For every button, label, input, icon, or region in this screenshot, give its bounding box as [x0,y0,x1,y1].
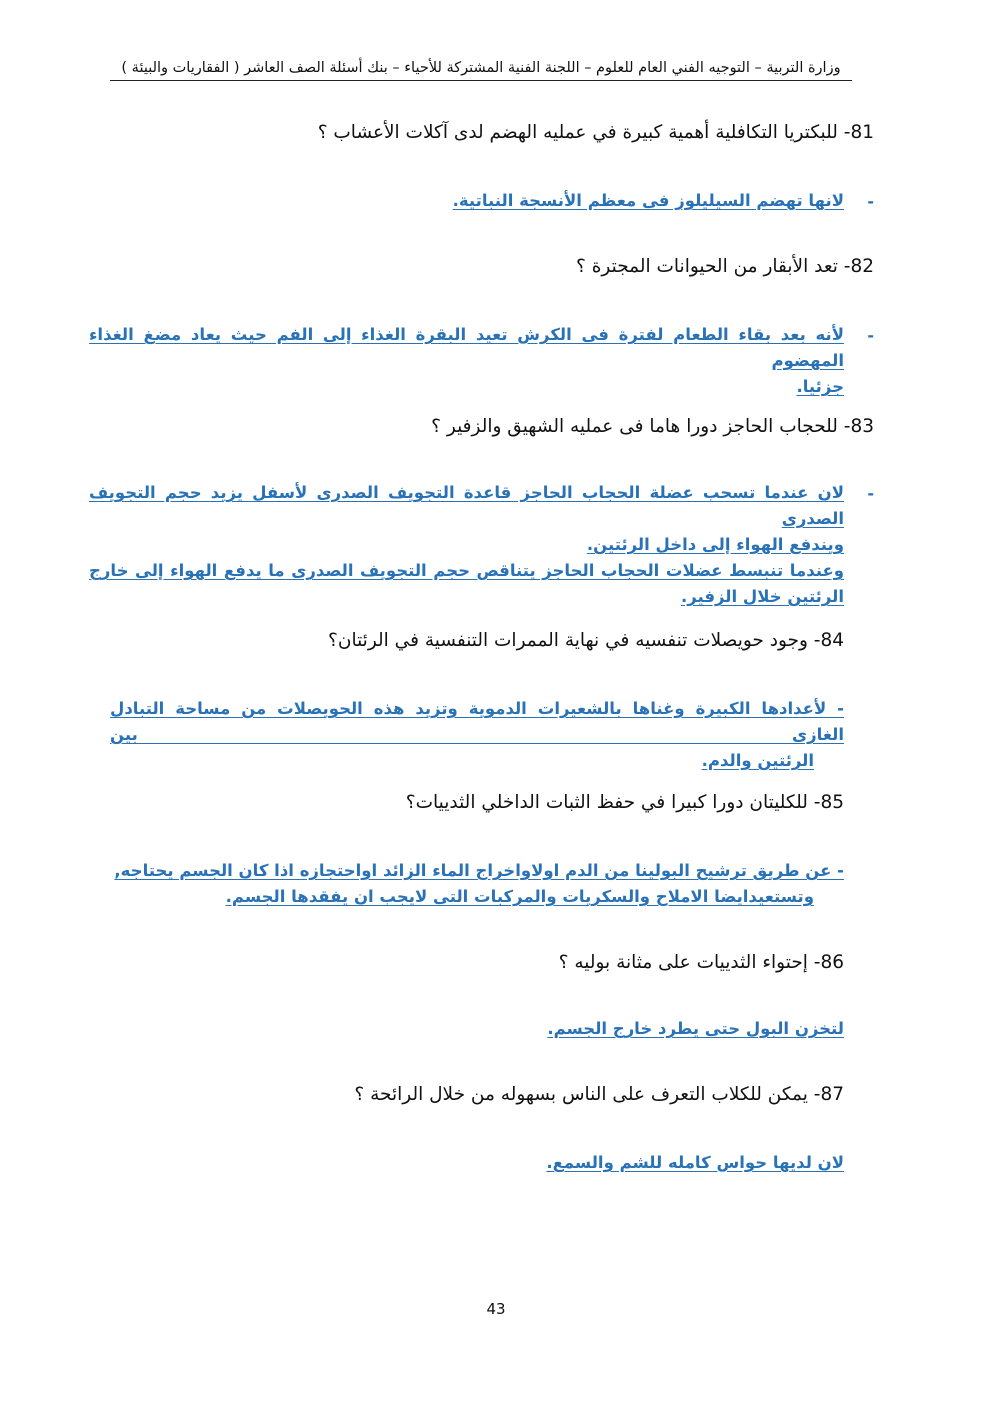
answer-83 [89,480,844,610]
page-header: وزارة التربية – التوجيه الفني العام للعلوم – اللجنة الفنية المشتركة للأحياء – بنك أسئلة الصف العاشر ( الفقاريات والبيئة ) [110,60,852,81]
answer-line: لتخزن البول حتى يطرد خارج الجسم. [547,1019,844,1038]
answer-line: الرئتين خلال الزفير. [680,587,844,606]
question-86: 86- إحتواء الثدييات على مثانة بوليه ؟ [558,952,844,973]
answer-line: لأنه بعد بقاء الطعام لفترة فى الكرش تعيد البقرة الغذاء إلى الفم حيث يعاد مضغ الغذاء المهضوم [89,325,844,370]
answer-line: جزئيا. [796,377,844,396]
answer-81 [453,188,844,214]
answer-line: - لأعدادها الكبيرة وغناها بالشعيرات الدموية وتزيد هذه الحويصلات من مساحة التبادل الغازى بين [110,699,844,744]
question-81: 81- للبكتريا التكافلية أهمية كبيرة في عمليه الهضم لدى آكلات الأعشاب ؟ [317,122,874,143]
question-84: 84- وجود حويصلات تنفسيه في نهاية الممرات التنفسية في الرئتان؟ [328,630,844,651]
answer-line: الرئتين والدم. [701,751,814,770]
answer-84 [110,696,844,774]
answer-line: لانها تهضم السيليلوز فى معظم الأنسجة النباتية. [452,191,844,210]
question-87: 87- يمكن للكلاب التعرف على الناس بسهوله من خلال الرائحة ؟ [354,1084,844,1105]
answer-line: لان لديها حواس كامله للشم والسمع. [546,1153,844,1172]
question-82: 82- تعد الأبقار من الحيوانات المجترة ؟ [576,256,874,277]
answer-line: لان عندما تسحب عضلة الحجاب الحاجز قاعدة التجويف الصدرى لأسفل يزيد حجم التجويف الصدرى [89,483,844,528]
answer-line: وتستعيدايضا الاملاح والسكريات والمركبات التى لايجب ان يفقدها الجسم. [225,887,814,906]
answer-85 [114,858,844,910]
page-number: 43 [486,1300,506,1318]
answer-dash-83: - [867,484,874,503]
answer-line: - عن طريق ترشيح البولينا من الدم اولاواخراج الماء الزائد اواحتجازه اذا كان الجسم يحتاجه, [114,861,844,880]
answer-dash-82: - [867,326,874,345]
answer-86 [547,1016,844,1042]
answer-dash-81: - [867,192,874,211]
question-85: 85- للكليتان دورا كبيرا في حفظ الثبات الداخلي الثدييات؟ [405,792,844,813]
answer-line: وعندما تنبسط عضلات الحجاب الحاجز يتناقص حجم التجويف الصدرى ما يدفع الهواء إلى خارج [89,561,844,580]
answer-line: ويندفع الهواء إلى داخل الرئتين. [586,535,844,554]
question-83: 83- للحجاب الحاجز دورا هاما فى عمليه الشهيق والزفير ؟ [431,416,874,437]
answer-82 [89,322,844,400]
answer-87 [546,1150,844,1176]
